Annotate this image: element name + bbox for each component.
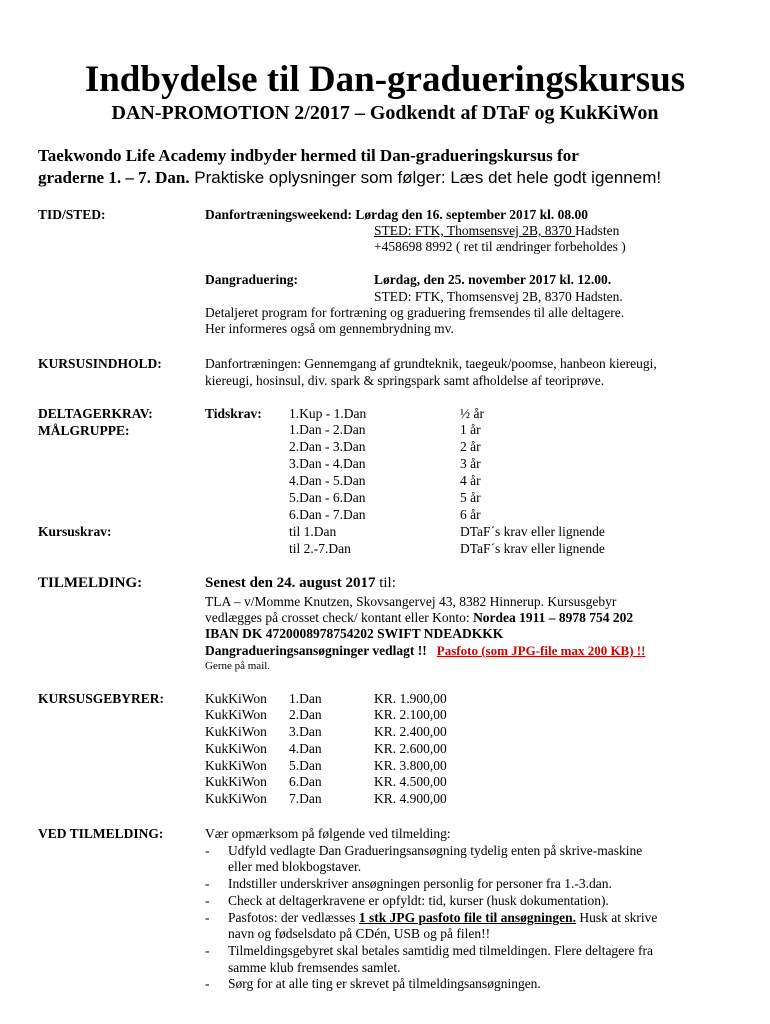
section-label-kursusindhold: KURSUSINDHOLD: xyxy=(38,356,162,371)
section-label-ved-tilmelding: VED TILMELDING: xyxy=(38,826,164,841)
section-label-kursusgebyrer: KURSUSGEBYRER: xyxy=(38,691,165,706)
list-item: 1.Kup - 1.Dan xyxy=(289,406,367,421)
list-item: 4.Dan - 5.Dan xyxy=(289,473,366,488)
list-item: 5.Dan - 6.Dan xyxy=(289,490,366,505)
application-attached: Dangradueringsansøgninger vedlagt !! xyxy=(205,643,427,658)
list-item: 3 år xyxy=(460,456,481,471)
registration-notice: Vær opmærksom på følgende ved tilmelding: xyxy=(205,826,451,841)
table-row: 4.Dan xyxy=(289,741,322,756)
section-label-tid-sted: TID/STED: xyxy=(38,207,106,222)
table-row: KR. 1.900,00 xyxy=(374,691,447,706)
list-item: Udfyld vedlagte Dan Gradueringsansøgning tydelig enten på skrive-maskine xyxy=(228,843,643,858)
section-label-deltagerkrav: DELTAGERKRAV: xyxy=(38,406,153,421)
table-row: KR. 3.800,00 xyxy=(374,758,447,773)
program-line-2: Her informeres også om gennembrydning mv. xyxy=(205,321,454,336)
table-row: 2.Dan xyxy=(289,707,322,722)
document-subtitle: DAN-PROMOTION 2/2017 – Godkendt af DTaF og KukKiWon xyxy=(111,102,659,124)
table-row: KukKiWon xyxy=(205,741,267,756)
deadline-suffix: til: xyxy=(375,575,396,591)
bullet-dash: - xyxy=(205,843,210,858)
list-item: 6.Dan - 7.Dan xyxy=(289,507,366,522)
list-item: DTaF´s krav eller lignende xyxy=(460,541,605,556)
table-row: 3.Dan xyxy=(289,724,322,739)
list-item: 3.Dan - 4.Dan xyxy=(289,456,366,471)
bank-account: Nordea 1911 – 8978 754 202 xyxy=(473,610,634,625)
photo-text: Pasfotos: der vedlæsses xyxy=(228,910,359,925)
bullet-dash: - xyxy=(205,893,210,908)
intro-line-2 xyxy=(38,168,661,188)
table-row: KukKiWon xyxy=(205,774,267,789)
table-row: KR. 2.600,00 xyxy=(374,741,447,756)
list-item: navn og fødselsdato på CDén, USB og på filen!! xyxy=(228,926,491,941)
table-row: 6.Dan xyxy=(289,774,322,789)
list-item: eller med blokbogstaver. xyxy=(228,859,362,874)
list-item: 1.Dan - 2.Dan xyxy=(289,422,366,437)
registration-address: TLA – v/Momme Knutzen, Skovsangervej 43, 8382 Hinnerup. Kursusgebyr xyxy=(205,594,617,609)
intro-instructions: Praktiske oplysninger som følger: Læs det hele godt igennem! xyxy=(189,168,662,187)
application-note xyxy=(205,643,645,659)
bullet-dash: - xyxy=(205,876,210,891)
list-item: DTaF´s krav eller lignende xyxy=(460,524,605,539)
bullet-dash: - xyxy=(205,976,210,991)
table-row: 7.Dan xyxy=(289,791,322,806)
course-content-line-2: kiereugi, hosinsul, div. spark & springspark samt afholdelse af teoriprøve. xyxy=(205,373,605,388)
list-item: 1 år xyxy=(460,422,481,437)
graduation-date: Lørdag, den 25. november 2017 kl. 12.00. xyxy=(374,272,612,287)
photo-requirement: Pasfoto (som JPG-file max 200 KB) !! xyxy=(436,643,646,658)
bullet-dash: - xyxy=(205,943,210,958)
training-weekend: Danfortræningsweekend: Lørdag den 16. september 2017 kl. 08.00 xyxy=(205,207,589,222)
table-row: KukKiWon xyxy=(205,707,267,722)
payment-text: vedlægges på crosset check/ kontant eller Konto: xyxy=(205,610,474,625)
training-address: STED: FTK, Thomsensvej 2B, 8370 xyxy=(374,223,576,238)
table-row: KukKiWon xyxy=(205,791,267,806)
list-item: Indstiller underskriver ansøgningen personlig for personer fra 1.-3.dan. xyxy=(228,876,612,891)
list-item: 2.Dan - 3.Dan xyxy=(289,439,366,454)
bullet-dash: - xyxy=(205,910,210,925)
table-row: 5.Dan xyxy=(289,758,322,773)
list-item xyxy=(228,910,657,926)
deadline-date: Senest den 24. august 2017 xyxy=(205,575,376,591)
training-phone: +458698 8992 ( ret til ændringer forbeholdes ) xyxy=(374,239,626,254)
section-label-kursuskrav: Kursuskrav: xyxy=(38,524,112,539)
photo-reminder: Husk at skrive xyxy=(576,910,658,925)
training-place xyxy=(374,223,619,239)
section-label-maalgruppe: MÅLGRUPPE: xyxy=(38,423,130,438)
intro-grades: graderne 1. – 7. Dan. xyxy=(38,168,190,187)
time-requirement-label: Tidskrav: xyxy=(205,406,262,421)
list-item: 6 år xyxy=(460,507,481,522)
graduation-place: STED: FTK, Thomsensvej 2B, 8370 Hadsten. xyxy=(374,289,623,304)
table-row: KukKiWon xyxy=(205,724,267,739)
table-row: KukKiWon xyxy=(205,691,267,706)
course-content-line-1: Danfortræningen: Gennemgang af grundteknik, taegeuk/poomse, hanbeon kiereugi, xyxy=(205,356,657,371)
list-item: Tilmeldingsgebyret skal betales samtidig med tilmeldingen. Flere deltagere fra xyxy=(228,943,654,958)
photo-count: 1 stk JPG pasfoto file til ansøgningen. xyxy=(358,910,577,925)
intro-line-1: Taekwondo Life Academy indbyder hermed til Dan-gradueringskursus for xyxy=(38,146,579,165)
list-item: 2 år xyxy=(460,439,481,454)
mail-note: Gerne på mail. xyxy=(205,660,271,672)
deadline xyxy=(205,575,396,592)
training-city: Hadsten xyxy=(575,223,620,238)
table-row: KR. 2.100,00 xyxy=(374,707,447,722)
table-row: KR. 2.400,00 xyxy=(374,724,447,739)
list-item: Sørg for at alle ting er skrevet på tilmeldingsansøgningen. xyxy=(228,976,541,991)
registration-payment xyxy=(205,610,633,626)
table-row: KR. 4.500,00 xyxy=(374,774,447,789)
table-row: KukKiWon xyxy=(205,758,267,773)
list-item: 4 år xyxy=(460,473,481,488)
section-label-tilmelding: TILMELDING: xyxy=(38,575,143,591)
list-item: til 1.Dan xyxy=(289,524,337,539)
list-item: til 2.-7.Dan xyxy=(289,541,351,556)
list-item: samme klub fremsendes samlet. xyxy=(228,960,401,975)
document-title: Indbydelse til Dan-gradueringskursus xyxy=(84,59,686,100)
program-line-1: Detaljeret program for fortræning og graduering fremsendes til alle deltagere. xyxy=(205,305,625,320)
table-row: 1.Dan xyxy=(289,691,322,706)
list-item: Check at deltagerkravene er opfyldt: tid, kurser (husk dokumentation). xyxy=(228,893,609,908)
graduation-label: Dangraduering: xyxy=(205,272,299,287)
list-item: 5 år xyxy=(460,490,481,505)
table-row: KR. 4.900,00 xyxy=(374,791,447,806)
iban-swift: IBAN DK 4720008978754202 SWIFT NDEADKKK xyxy=(205,626,504,641)
list-item: ½ år xyxy=(460,406,484,421)
